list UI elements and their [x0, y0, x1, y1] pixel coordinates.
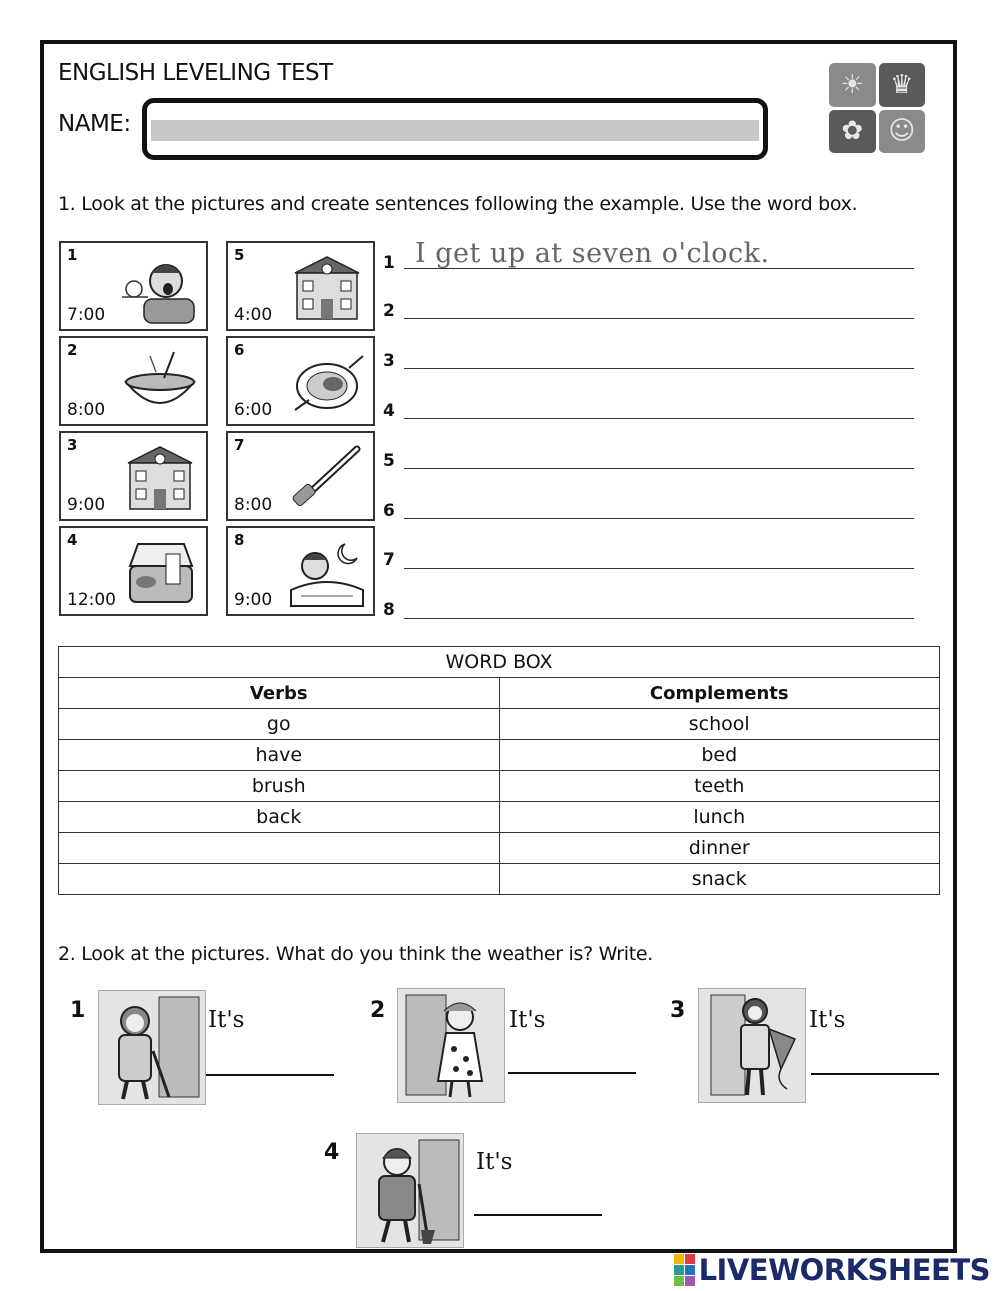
its-prefix: It's — [509, 1007, 546, 1033]
answer-line[interactable] — [404, 467, 914, 469]
answer-number: 3 — [383, 351, 395, 371]
brand-name: LIVEWORKSHEETS — [698, 1253, 990, 1287]
picture-number: 2 — [67, 341, 78, 359]
weather-number: 2 — [370, 998, 386, 1023]
answer-number: 8 — [383, 600, 395, 620]
verb-cell: brush — [59, 771, 500, 802]
picture-time: 9:00 — [67, 495, 106, 515]
answer-line[interactable] — [404, 617, 914, 619]
school-building-icon — [120, 443, 200, 515]
cereal-bowl-icon — [120, 348, 200, 420]
verb-cell — [59, 833, 500, 864]
weather-number: 4 — [324, 1140, 340, 1165]
section1-instruction: 1. Look at the pictures and create sentences following the example. Use the word box. — [58, 193, 858, 215]
answer-number: 7 — [383, 550, 395, 570]
picture-box — [226, 431, 375, 521]
flower-icon: ✿ — [829, 110, 876, 154]
its-prefix: It's — [809, 1007, 846, 1033]
picture-number: 3 — [67, 436, 78, 454]
table-row — [59, 833, 940, 864]
picture-box — [59, 336, 208, 426]
picture-number: 7 — [234, 436, 245, 454]
weather-answer-line[interactable] — [206, 1074, 334, 1076]
picture-time: 12:00 — [67, 590, 116, 610]
toothbrush-icon — [287, 443, 367, 515]
section2-instruction: 2. Look at the pictures. What do you think the weather is? Write. — [58, 943, 654, 965]
weather-answer-line[interactable] — [508, 1072, 636, 1074]
verb-cell — [59, 864, 500, 895]
answer-line[interactable] — [404, 417, 914, 419]
lunchbox-icon — [120, 538, 200, 610]
answer-number: 1 — [383, 253, 395, 273]
table-row — [59, 771, 940, 802]
picture-box — [59, 241, 208, 331]
table-row — [59, 802, 940, 833]
answer-number: 4 — [383, 401, 395, 421]
verbs-header: Verbs — [59, 678, 500, 709]
brand-blocks-icon — [674, 1254, 695, 1286]
picture-time: 8:00 — [67, 400, 106, 420]
verb-cell: back — [59, 802, 500, 833]
complement-cell: snack — [499, 864, 940, 895]
answer-line — [404, 267, 914, 269]
waking-boy-icon — [120, 253, 200, 325]
name-input[interactable] — [151, 120, 759, 141]
school-building-icon — [287, 253, 367, 325]
picture-box — [226, 336, 375, 426]
table-row — [59, 709, 940, 740]
sunny-girl-icon — [398, 989, 505, 1103]
crown-icon: ♛ — [879, 63, 926, 107]
complement-cell: bed — [499, 740, 940, 771]
answer-number: 6 — [383, 501, 395, 521]
its-prefix: It's — [476, 1149, 513, 1175]
answer-number: 2 — [383, 301, 395, 321]
picture-number: 5 — [234, 246, 245, 264]
weather-answer-line[interactable] — [474, 1214, 602, 1216]
weather-picture — [98, 990, 206, 1105]
picture-number: 8 — [234, 531, 245, 549]
answer-line[interactable] — [404, 517, 914, 519]
weather-picture — [698, 988, 806, 1103]
name-field-frame — [142, 98, 768, 160]
answer-number: 5 — [383, 451, 395, 471]
name-label: NAME: — [58, 111, 131, 137]
picture-time: 7:00 — [67, 305, 106, 325]
dinner-plate-icon — [287, 348, 367, 420]
worksheet-logo — [829, 63, 925, 153]
weather-picture — [356, 1133, 464, 1248]
complement-cell: teeth — [499, 771, 940, 802]
complements-header: Complements — [499, 678, 940, 709]
example-answer: I get up at seven o'clock. — [415, 238, 770, 269]
picture-number: 4 — [67, 531, 78, 549]
picture-time: 9:00 — [234, 590, 273, 610]
sleeping-boy-icon — [287, 538, 367, 610]
its-prefix: It's — [208, 1007, 245, 1033]
table-row — [59, 864, 940, 895]
sun-icon: ☀ — [829, 63, 876, 107]
weather-number: 1 — [70, 998, 86, 1023]
snowy-boy-icon — [357, 1134, 464, 1248]
picture-time: 6:00 — [234, 400, 273, 420]
complement-cell: lunch — [499, 802, 940, 833]
page-title: ENGLISH LEVELING TEST — [58, 60, 333, 86]
weather-number: 3 — [670, 998, 686, 1023]
weather-answer-line[interactable] — [811, 1073, 939, 1075]
answer-line[interactable] — [404, 317, 914, 319]
windy-girl-icon — [699, 989, 806, 1103]
weather-picture — [397, 988, 505, 1103]
verb-cell: have — [59, 740, 500, 771]
verb-cell: go — [59, 709, 500, 740]
picture-time: 8:00 — [234, 495, 273, 515]
picture-number: 6 — [234, 341, 245, 359]
answer-line[interactable] — [404, 567, 914, 569]
picture-number: 1 — [67, 246, 78, 264]
complement-cell: dinner — [499, 833, 940, 864]
smiley-icon: ☺ — [879, 110, 926, 154]
table-row — [59, 740, 940, 771]
word-box-title: WORD BOX — [59, 647, 940, 678]
rainy-child-icon — [99, 991, 206, 1105]
picture-box — [59, 526, 208, 616]
picture-box — [226, 526, 375, 616]
picture-box — [226, 241, 375, 331]
word-box-table — [58, 646, 940, 895]
answer-line[interactable] — [404, 367, 914, 369]
picture-box — [59, 431, 208, 521]
picture-time: 4:00 — [234, 305, 273, 325]
brand-logo — [674, 1253, 990, 1287]
complement-cell: school — [499, 709, 940, 740]
